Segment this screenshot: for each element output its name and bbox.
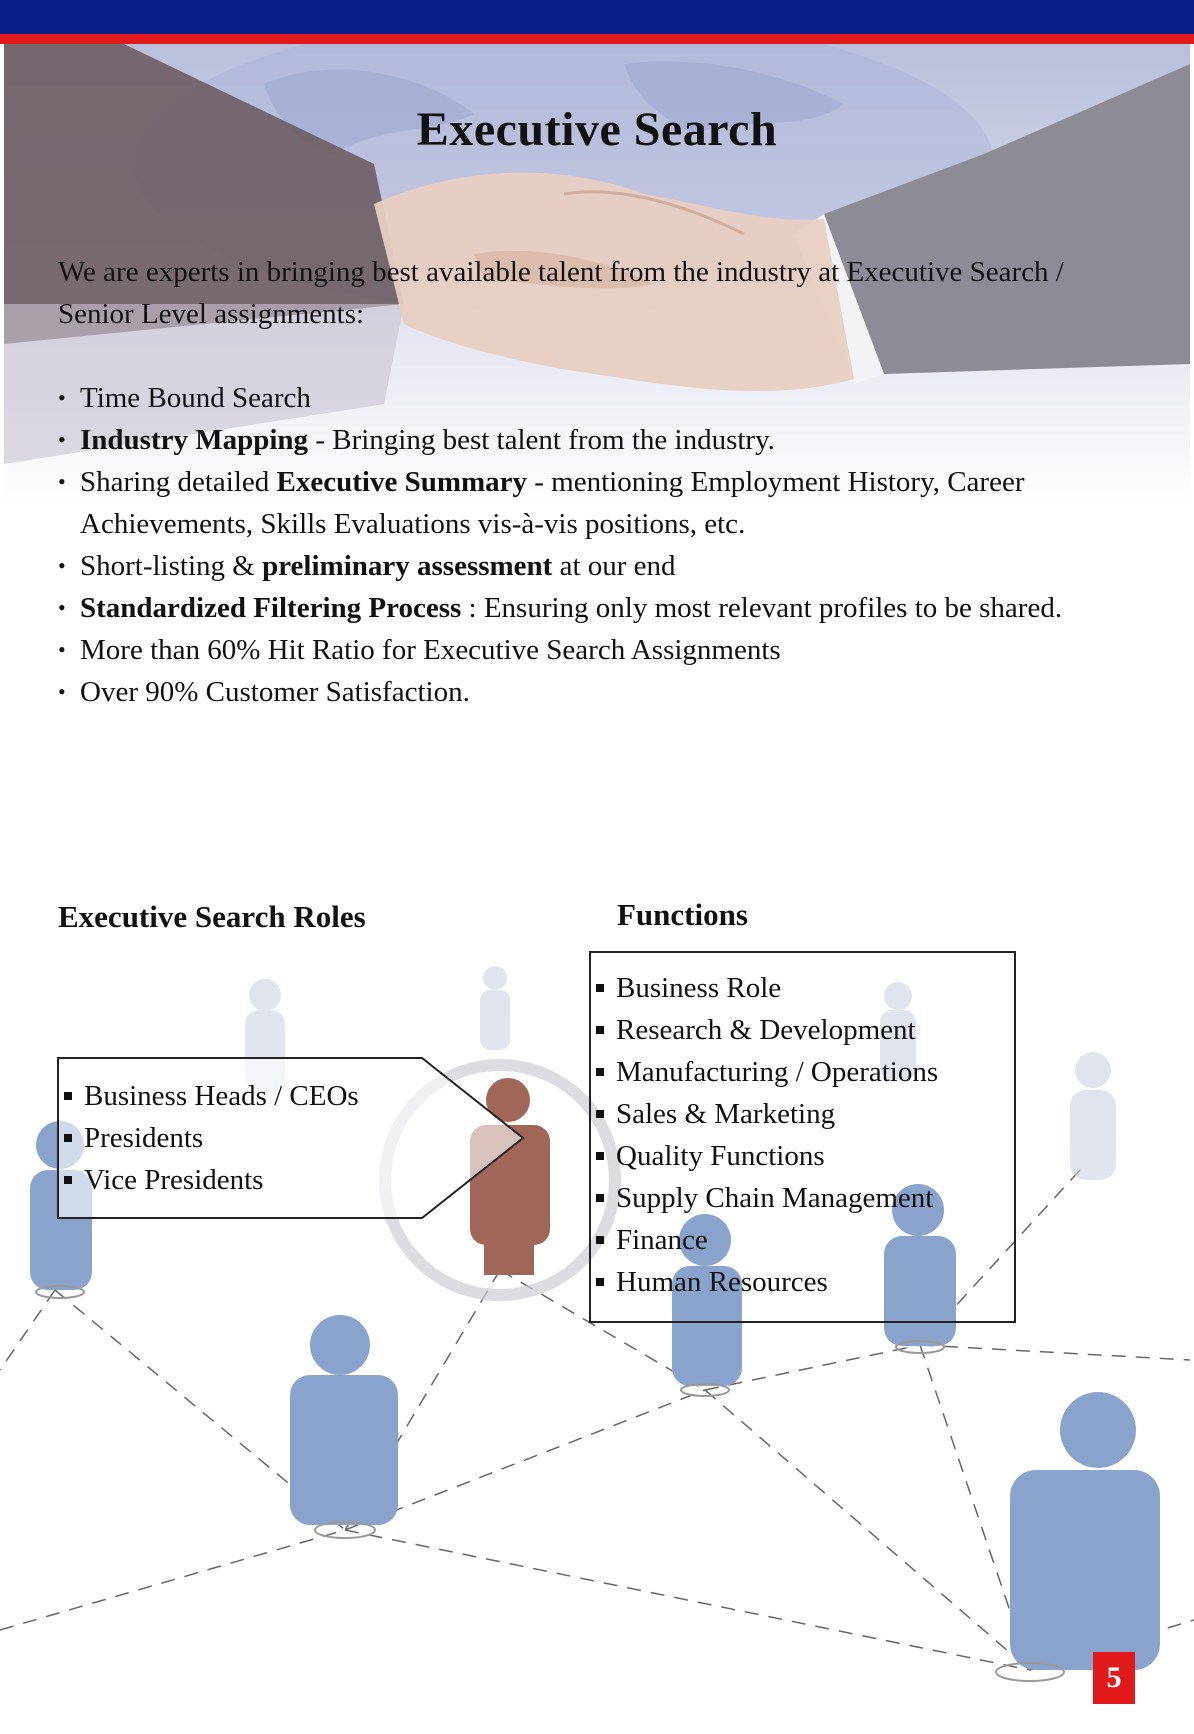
- list-item: Business Role: [594, 967, 938, 1009]
- service-bullets: [58, 377, 1118, 713]
- list-item: • Sharing detailed Executive Summary - mentioning Employment History, Career Achievements, Skills Evaluations vis-à-vis positions, etc.: [58, 461, 1118, 545]
- list-item: • Short-listing & preliminary assessment at our end: [58, 545, 1118, 587]
- top-red-bar: [0, 34, 1194, 44]
- list-item: Finance: [594, 1219, 938, 1261]
- list-item: • Industry Mapping - Bringing best talent from the industry.: [58, 419, 1118, 461]
- list-item: • Over 90% Customer Satisfaction.: [58, 671, 1118, 713]
- roles-list: [62, 1075, 359, 1201]
- list-item: Quality Functions: [594, 1135, 938, 1177]
- page-title: Executive Search: [416, 103, 778, 156]
- list-item: Human Resources: [594, 1261, 938, 1303]
- list-item: • Standardized Filtering Process : Ensuring only most relevant profiles to be shared.: [58, 587, 1118, 629]
- list-item: Supply Chain Management: [594, 1177, 938, 1219]
- list-item: Presidents: [62, 1117, 359, 1159]
- list-item: • Time Bound Search: [58, 377, 1118, 419]
- functions-list: [594, 967, 938, 1303]
- top-blue-bar: [0, 0, 1194, 34]
- roles-heading: Executive Search Roles: [58, 899, 366, 934]
- page-number: 5: [1093, 1652, 1135, 1704]
- functions-heading: Functions: [617, 897, 748, 932]
- list-item: • More than 60% Hit Ratio for Executive Search Assignments: [58, 629, 1118, 671]
- list-item: Manufacturing / Operations: [594, 1051, 938, 1093]
- intro-paragraph: We are experts in bringing best available talent from the industry at Executive Search / Senior Level assignments:: [58, 256, 1064, 330]
- list-item: Sales & Marketing: [594, 1093, 938, 1135]
- list-item: Research & Development: [594, 1009, 938, 1051]
- list-item: Vice Presidents: [62, 1159, 359, 1201]
- list-item: Business Heads / CEOs: [62, 1075, 359, 1117]
